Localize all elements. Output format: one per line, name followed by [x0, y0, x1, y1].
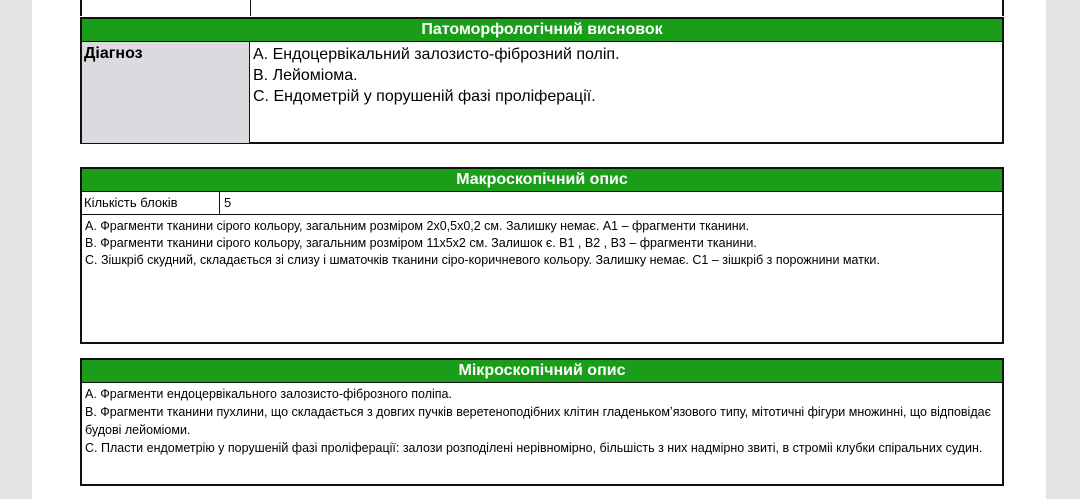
diagnosis-line: C. Ендометрій у порушеній фазі проліферації. [253, 88, 596, 105]
macro-line: A. Фрагменти тканини сірого кольору, загальним розміром 2х0,5х0,2 см. Залишку немає. A1 – фрагменти тканини. [85, 219, 750, 233]
conclusion-section [80, 17, 1004, 144]
micro-line: B. Фрагменти тканини пухлини, що складається з довгих пучків веретеноподібних клітин гладенькомʼязового типу, мітотичні фігури множинні, що відповідає будові лейоміоми. [85, 405, 991, 437]
micro-line: C. Пласти ендометрію у порушеній фазі проліферації: залози розподілені нерівномірно, більшість з них надмірно звиті, в строміі клубки спіральних судин. [85, 441, 983, 455]
diagnosis-label: Діагноз [82, 42, 250, 143]
diagnosis-row [82, 42, 1002, 143]
micro-description [82, 383, 1002, 459]
previous-section-stub [80, 0, 1004, 16]
diagnosis-line: B. Лейоміома. [253, 67, 358, 84]
blocks-count-label: Кількість блоків [82, 192, 220, 214]
macro-line: B. Фрагменти тканини сірого кольору, загальним розміром 11х5х2 см. Залишок є. B1 , B2 , B3 – фрагменти тканини. [85, 236, 757, 250]
blocks-count-row [82, 192, 1002, 215]
macro-description [82, 215, 1002, 272]
macro-line: C. Зішкріб скудний, складається зі слизу і шматочків тканини сіро-коричневого кольору. Залишку немає. C1 – зішкріб з порожнини матки. [85, 253, 880, 267]
conclusion-title: Патоморфологічний висновок [82, 19, 1002, 42]
macro-section [80, 167, 1004, 344]
micro-section [80, 358, 1004, 486]
micro-title: Мікроскопічний опис [82, 360, 1002, 383]
micro-line: A. Фрагменти ендоцервікального залозисто-фіброзного поліпа. [85, 387, 452, 401]
diagnosis-value [250, 42, 1002, 143]
diagnosis-line: A. Ендоцервікальний залозисто-фіброзний поліп. [253, 46, 620, 63]
blocks-count-value: 5 [224, 195, 232, 210]
macro-title: Макроскопічний опис [82, 169, 1002, 192]
